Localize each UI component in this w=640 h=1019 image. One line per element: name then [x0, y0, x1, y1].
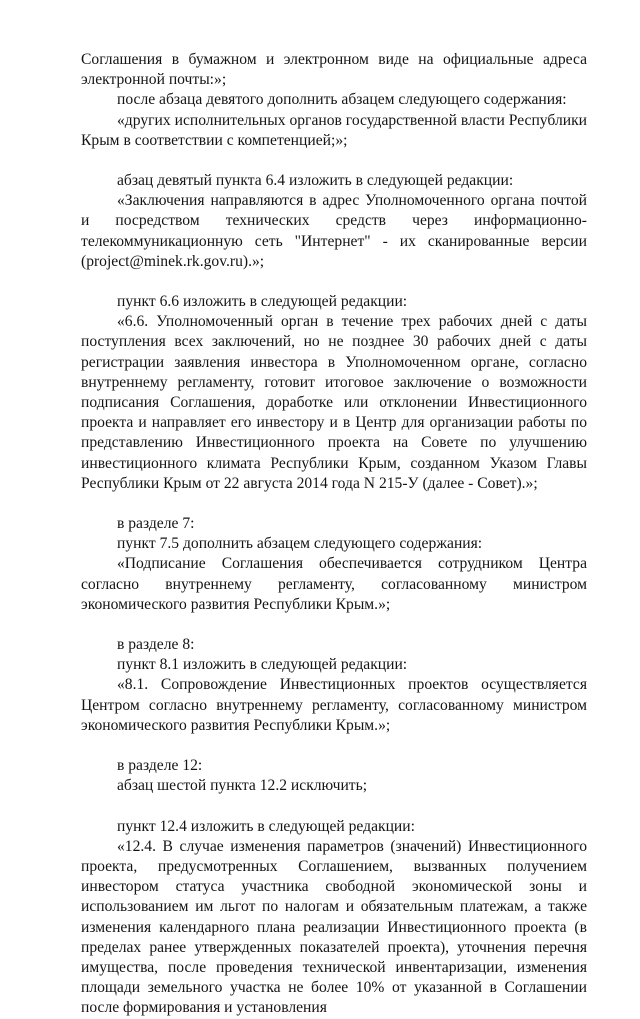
section-12-heading: в разделе 12: [117, 757, 203, 775]
paragraph-spacer [81, 615, 587, 635]
paragraph-6-4-heading: абзац девятый пункта 6.4 изложить в следующей редакции: [117, 172, 514, 190]
paragraph-8-1-text: «8.1. Сопровождение Инвестиционных проектов осуществляется Центром согласно внутреннему регламенту, согласованному министром экономического развития Республики Крым.»; [81, 676, 587, 734]
paragraph-7-5-text: «Подписание Соглашения обеспечивается сотрудником Центра согласно внутреннему регламенту, согласованному министром экономического развития Республики Крым.»; [81, 555, 587, 613]
paragraph-6-6-heading: пункт 6.6 изложить в следующей редакции: [117, 293, 408, 311]
paragraph-spacer [81, 797, 587, 817]
paragraph-7-5-heading: пункт 7.5 дополнить абзацем следующего содержания: [117, 535, 483, 553]
paragraph-12-4-text: «12.4. В случае изменения параметров (значений) Инвестиционного проекта, предусмотренных Соглашением, вызванных получением инвестором статуса участника свободной экономической зоны и использованием им льгот по налогам и обязательным платежам, а также изменения календарного плана реализации Инвестиционного проекта (в пределах ранее утвержденных показателей проекта), уточнения перечня имущества, после проведения технической инвентаризации, изменения площади земельного участка не более 10% от указанной в Соглашении после формирования и установления [81, 837, 587, 1017]
paragraph-after-ninth: после абзаца девятого дополнить абзацем следующего содержания: [117, 91, 567, 109]
paragraph-6-4-text: «Заключения направляются в адрес Уполномоченного органа почтой и посредством технических средств через информационно-телекоммуникационную сеть "Интернет" - их сканированные версии (project@minek.rk.gov.ru).»; [81, 192, 587, 270]
paragraph-spacer [81, 272, 587, 292]
paragraph-8-1-heading: пункт 8.1 изложить в следующей редакции: [117, 656, 408, 674]
paragraph-12-4-heading: пункт 12.4 изложить в следующей редакции: [117, 817, 415, 835]
paragraph-continuation-email: Соглашения в бумажном и электронном виде на официальные адреса электронной почты:»; [81, 51, 587, 89]
section-7-heading: в разделе 7: [117, 515, 195, 533]
section-8-heading: в разделе 8: [117, 636, 195, 654]
paragraph-12-2-text: абзац шестой пункта 12.2 исключить; [117, 777, 368, 795]
document-body [81, 50, 587, 1019]
paragraph-spacer [81, 736, 587, 756]
paragraph-other-organs: «других исполнительных органов государственной власти Республики Крым в соответствии с компетенцией;»; [81, 111, 587, 149]
paragraph-6-6-text: «6.6. Уполномоченный орган в течение трех рабочих дней с даты поступления всех заключений, но не позднее 30 рабочих дней с даты регистрации заявления инвестора в Уполномоченном органе, согласно внутреннему регламенту, готовит итоговое заключение о возможности подписания Соглашения, доработке или отклонении Инвестиционного проекта и направляет его инвестору и в Центр для организации работы по представлению Инвестиционного проекта на Совете по улучшению инвестиционного климата Республики Крым, созданном Указом Главы Республики Крым от 22 августа 2014 года N 215-У (далее - Совет).»; [81, 313, 587, 492]
paragraph-spacer [81, 151, 587, 171]
paragraph-spacer [81, 494, 587, 514]
